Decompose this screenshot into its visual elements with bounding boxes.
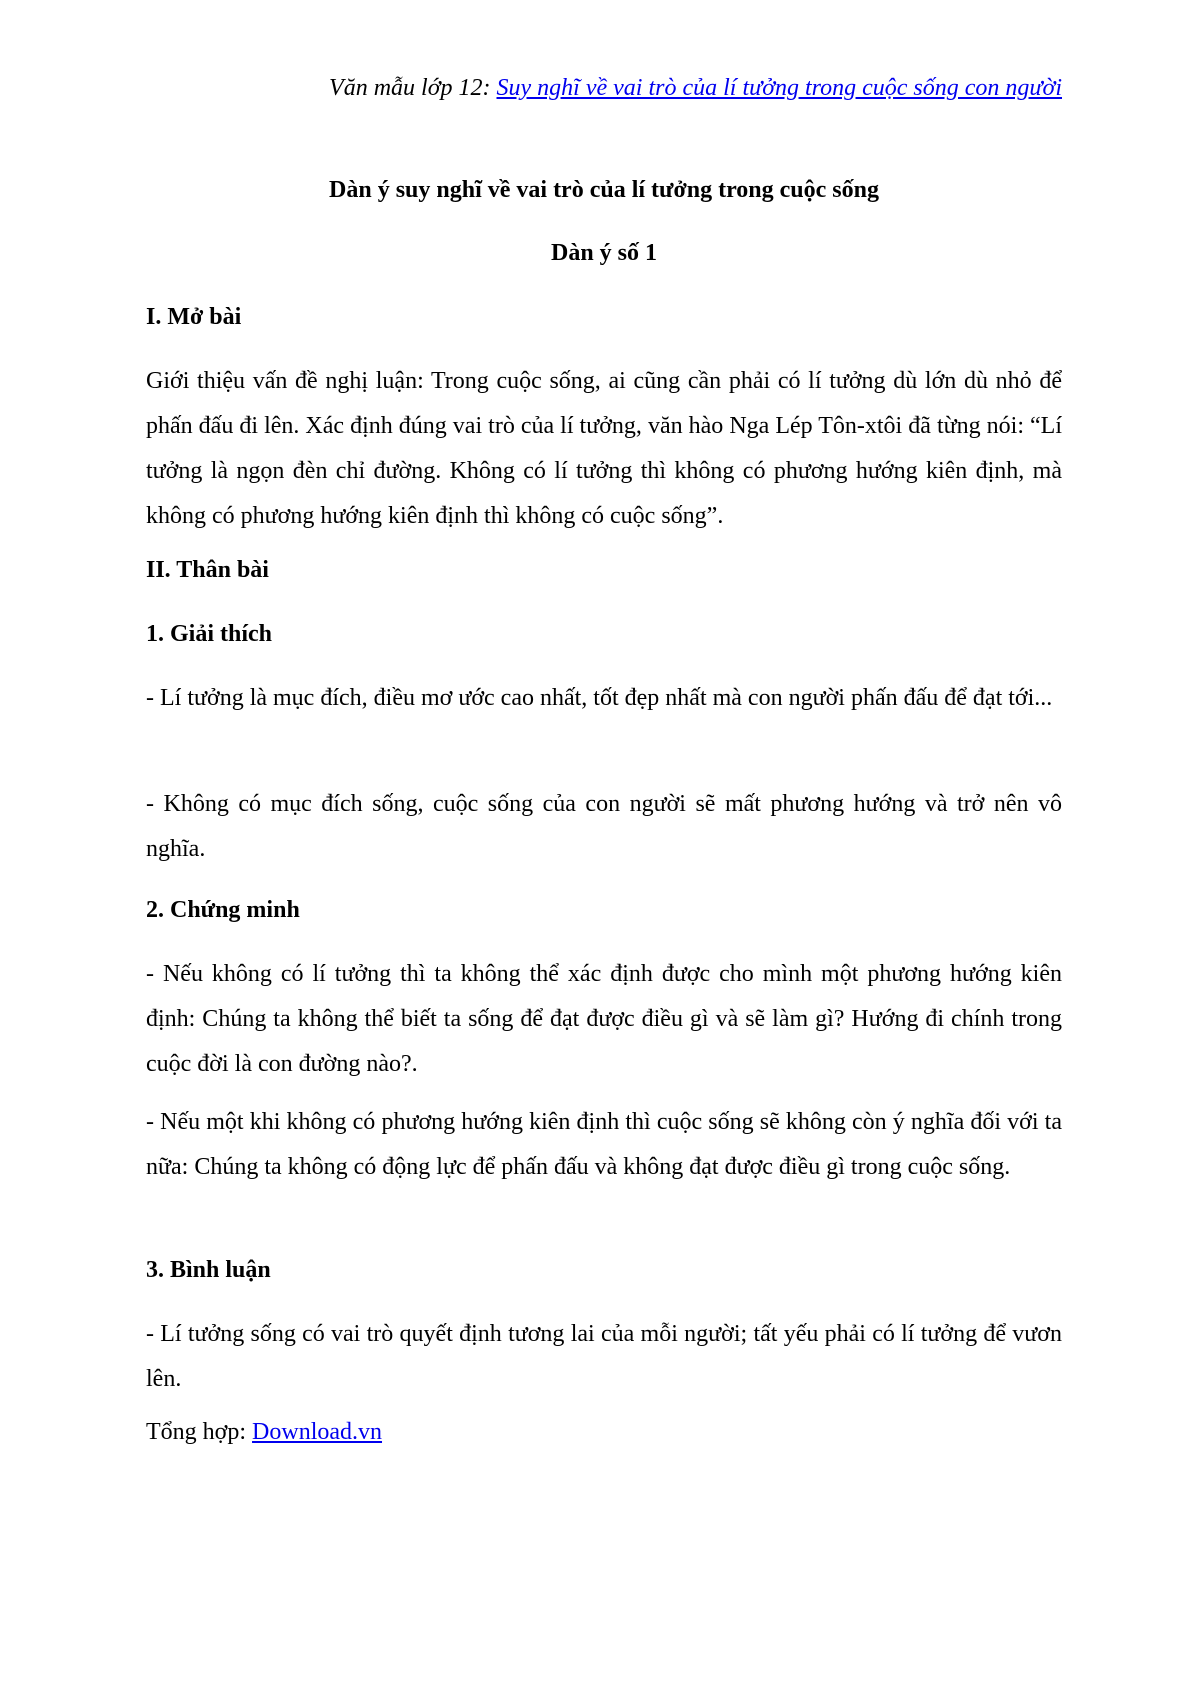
subheading-commentary: 3. Bình luận [146, 1257, 271, 1283]
header-article-link[interactable]: Suy nghĩ về vai trò của lí tưởng trong cuộc sống con người [496, 75, 1062, 101]
section-heading-intro: I. Mở bài [146, 304, 242, 330]
paragraph-commentary-1: - Lí tưởng sống có vai trò quyết định tương lai của mỗi người; tất yếu phải có lí tưởng để vươn lên. [146, 1321, 1062, 1392]
paragraph-proof-2: - Nếu một khi không có phương hướng kiên định thì cuộc sống sẽ không còn ý nghĩa đối với ta nữa: Chúng ta không có động lực để phấn đấu và không đạt được điều gì trong cuộc sống. [146, 1109, 1062, 1180]
page-header [146, 72, 1062, 104]
footer-source-link[interactable]: Download.vn [252, 1419, 383, 1445]
paragraph-explanation-1: - Lí tưởng là mục đích, điều mơ ước cao nhất, tốt đẹp nhất mà con người phấn đấu để đạt tới... [146, 685, 1053, 711]
document-subtitle: Dàn ý số 1 [550, 240, 658, 266]
paragraph-explanation-2: - Không có mục đích sống, cuộc sống của con người sẽ mất phương hướng và trở nên vô nghĩa. [146, 791, 1062, 862]
document-title: Dàn ý suy nghĩ về vai trò của lí tưởng trong cuộc sống [329, 177, 879, 203]
subheading-proof: 2. Chứng minh [146, 897, 300, 923]
paragraph-intro: Giới thiệu vấn đề nghị luận: Trong cuộc sống, ai cũng cần phải có lí tưởng dù lớn dù nhỏ để phấn đấu đi lên. Xác định đúng vai trò của lí tưởng, văn hào Nga Lép Tôn-xtôi đã từng nói: “Lí tưởng là ngọn đèn chỉ đường. Không có lí tưởng thì không có phương hướng kiên định, mà không có phương hướng kiên định thì không có cuộc sống”. [146, 368, 1062, 529]
section-heading-body: II. Thân bài [146, 557, 269, 583]
page-footer [146, 1410, 1062, 1455]
paragraph-proof-1: - Nếu không có lí tưởng thì ta không thể xác định được cho mình một phương hướng kiên định: Chúng ta không thể biết ta sống để đạt được điều gì và sẽ làm gì? Hướng đi chính trong cuộc đời là con đường nào?. [146, 961, 1062, 1077]
footer-label: Tổng hợp: [146, 1419, 247, 1445]
subheading-explanation: 1. Giải thích [146, 621, 273, 647]
header-prefix: Văn mẫu lớp 12: [329, 75, 491, 101]
